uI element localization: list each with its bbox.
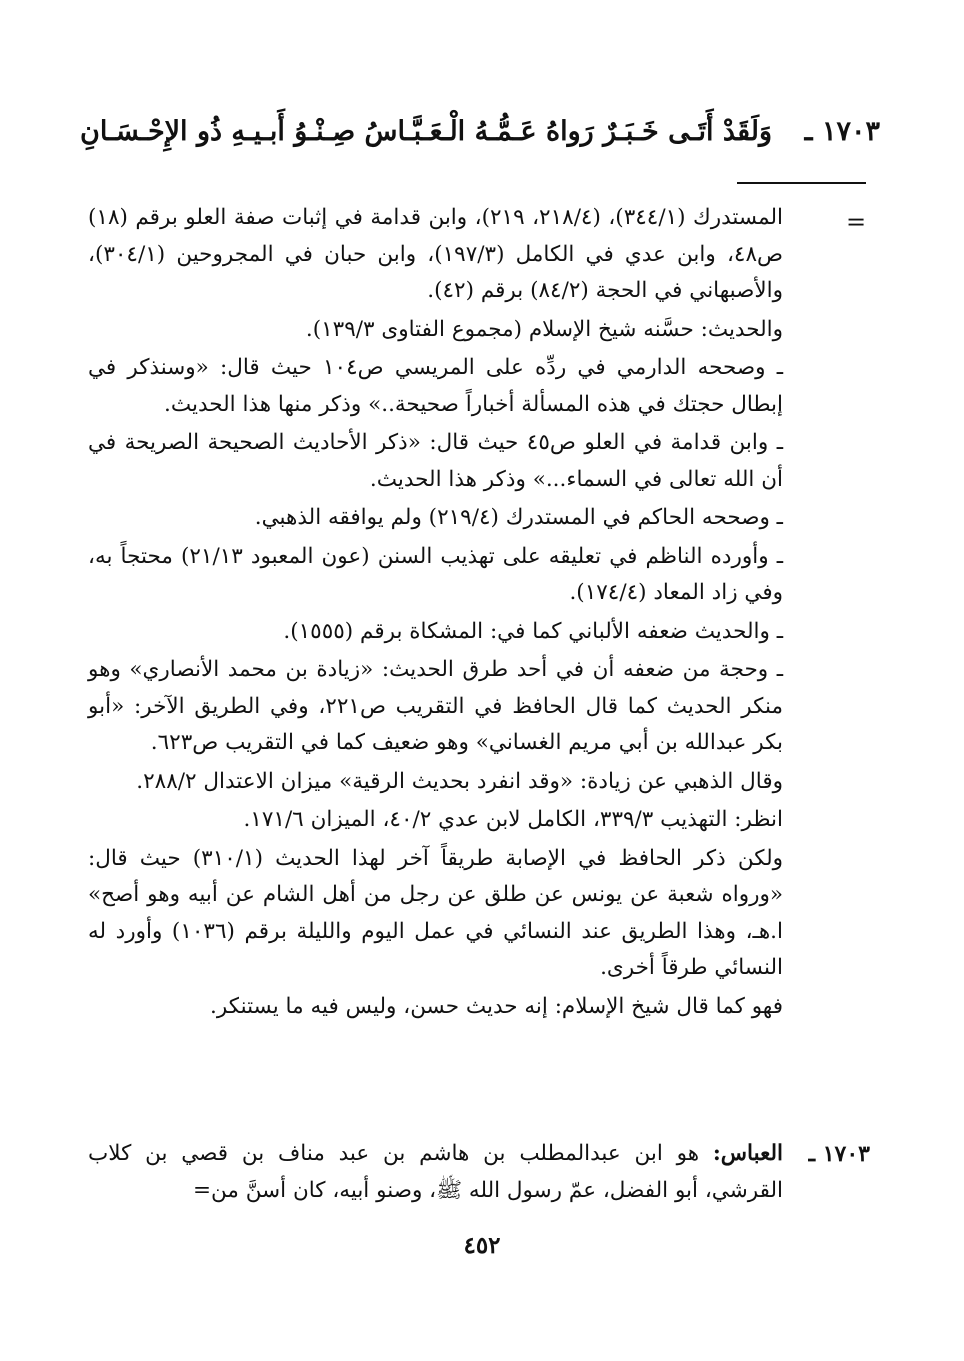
note-body: هو ابن عبدالمطلب بن هاشم بن عبد مناف بن قصي بن كلاب القرشي، أبو الفضل، عمّ رسول الله ﷺ، وصنو أبيه، كان أسنَّ من= [88,1141,783,1203]
paragraph: فهو كما قال شيخ الإسلام: إنه حديث حسن، وليس فيه ما يستنكر. [210,993,783,1019]
paragraph: المستدرك (٣٤٤/١)، (٢١٨/٤، ٢١٩)، وابن قدامة في إثبات صفة العلو برقم (١٨) ص٤٨، وابن عدي في الكامل (١٩٧/٣)، وابن حبان في المجروحين (٣٠٤/١)، والأصبهاني في الحجة (٨٤/٢) برقم (٤٢). [88,205,783,303]
paragraph: ـ وصححه الدارمي في ردِّه على المريسي ص١٠٤ حيث قال: «وسنذكر في إبطال حجتك في هذه المسألة أخباراً صحيحة..» وذكر منها هذا الحديث. [88,355,783,417]
note-text [88,1136,783,1209]
verse-first-hemistich: وَلَقَدْ أَتَـى خَـبَـرٌ رَواهُ عَـمُّـهُ الْـ [441,116,772,147]
paragraph: والحديث: حسَّنه شيخ الإسلام (مجموع الفتاوى ١٣٩/٣). [305,316,783,342]
paragraph: ولكن ذكر الحافظ في الإصابة طريقاً آخر لهذا الحديث (٣١٠/١) حيث قال: «ورواه شعبة عن يونس عن طلق عن رجل من أهل الشام عن أبيه وهو أصح» ا.هـ، وهذا الطريق عند النسائي في عمل اليوم والليلة برقم (١٠٣٦) وأورد له النسائي طرقاً أخرى. [88,845,784,980]
paragraph: ـ والحديث ضعفه الألباني كما في: المشكاة برقم (١٥٥٥). [283,618,783,644]
paragraph: ـ وحجة من ضعفه أن في أحد طرق الحديث: «زيادة بن محمد الأنصاري» وهو منكر الحديث كما قال الحافظ في التقريب ص٢٢١، وفي الطريق الآخر: «أبو بكر عبدالله بن أبي مريم الغساني» وهو ضعيف كما في التقريب ص٦٢٣. [88,657,783,755]
paragraph: ـ وصححه الحاكم في المستدرك (٢١٩/٤) ولم يوافقه الذهبي. [254,505,783,530]
verse-number: ١٧٠٣ ـ [804,116,880,147]
verse-line [80,110,880,154]
paragraph: ـ وابن قدامة في العلو ص٤٥ حيث قال: «ذكر الأحاديث الصحيحة الصريحة في أن الله تعالى في السماء...» وذكر هذا الحديث. [88,430,783,492]
note-number: ١٧٠٣ ـ [808,1141,870,1167]
continuation-mark: = [846,208,867,236]
paragraph: ـ وأورده الناظم في تعليقه على تهذيب السنن (عون المعبود ٢١/١٣) محتجاً به، وفي زاد المعاد (١٧٤/٤). [88,543,783,605]
paragraph: انظر: التهذيب ٣٣٩/٣، الكامل لابن عدي ٤٠/٢، الميزان ١٧١/٦. [243,807,783,832]
note-term: العباس: [712,1141,783,1166]
paragraph: وقال الذهبي عن زيادة: «وقد انفرد بحديث الرقية» ميزان الاعتدال ٢٨٨/٢. [136,768,783,794]
verse-second-hemistich: ـعَـبَّـاسُ صِـنْـوُ أَبـيـهِ ذُو الإِحْـسَـانِ [80,116,451,147]
commentary-body [88,200,783,1027]
footnote-separator [737,182,866,184]
page-number: ٤٥٢ [463,1232,501,1259]
